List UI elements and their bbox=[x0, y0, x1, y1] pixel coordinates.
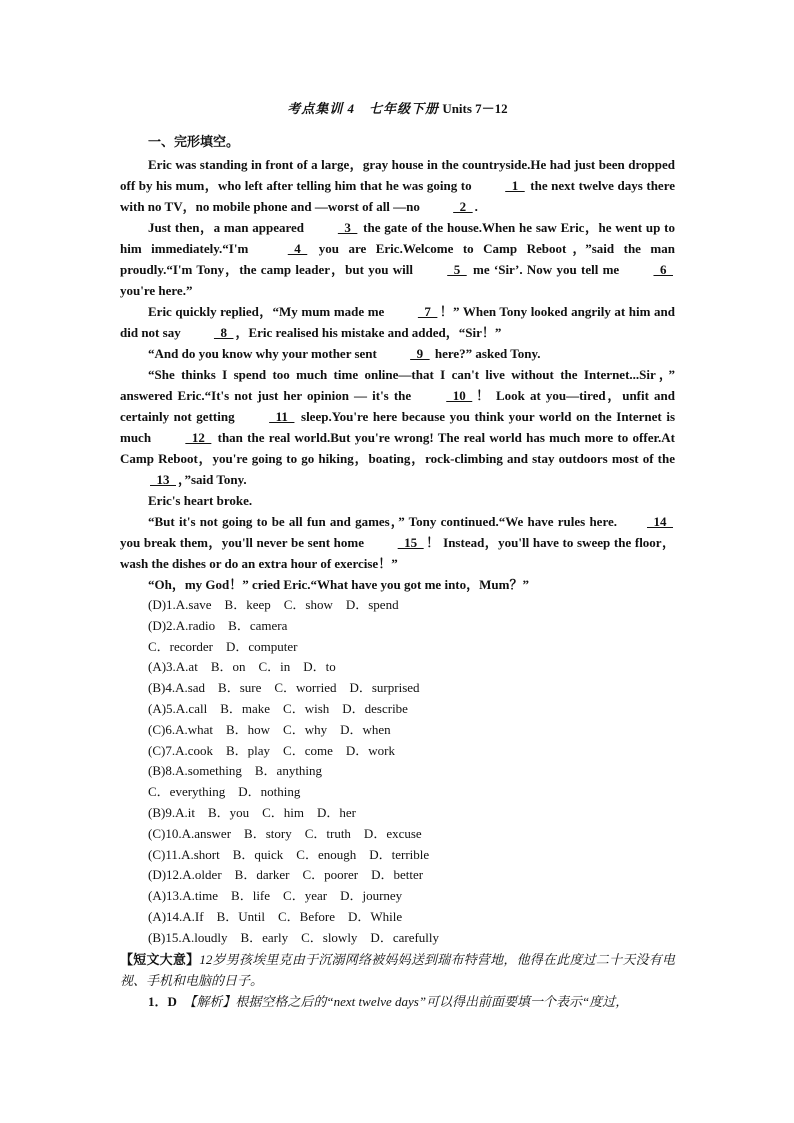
analysis-text: 【解析】根据空格之后的“next twelve days”可以得出前面要填一个表示“度过， bbox=[189, 993, 629, 1009]
option-line: (C)6.A.what B．how C．why D．when bbox=[148, 721, 391, 737]
blank-13: 13 bbox=[150, 472, 176, 487]
option-line: (C)7.A.cook B．play C．come D．work bbox=[148, 742, 395, 758]
blank-14: 14 bbox=[647, 514, 673, 529]
paragraph-1: Eric was standing in front of a large，gray house in the countryside.He had just been dropped off by his mum，who left after telling him that he was going to 1 the next twelve days there with no TV，no mobile phone and —worst of all —no 2 . bbox=[120, 154, 675, 217]
option-line: C．recorder D．computer bbox=[148, 638, 298, 654]
section-label: 一、完形填空。 bbox=[148, 134, 240, 149]
option-line: (C)11.A.short B．quick C．enough D．terrible bbox=[148, 846, 430, 862]
blank-3: 3 bbox=[337, 220, 358, 235]
blank-4: 4 bbox=[287, 241, 308, 256]
summary bbox=[120, 949, 675, 991]
paragraph-3: Eric quickly replied，“My mum made me 7 ！” When Tony looked angrily at him and did not say 8 ，Eric realised his mistake and added，“Sir！” bbox=[120, 301, 675, 343]
blank-5: 5 bbox=[447, 262, 467, 277]
option-line: (B)4.A.sad B．sure C．worried D．surprised bbox=[148, 680, 420, 696]
blank-2: 2 bbox=[453, 199, 473, 214]
blank-7: 7 bbox=[417, 304, 438, 319]
blank-11: 11 bbox=[269, 409, 295, 424]
option-line: (C)10.A.answer B．story C．truth D．excuse bbox=[148, 825, 422, 841]
option-line: C．everything D．nothing bbox=[148, 784, 301, 800]
option-line: (B)9.A.it B．you C．him D．her bbox=[148, 804, 356, 820]
analysis bbox=[148, 991, 675, 1012]
blank-12: 12 bbox=[185, 430, 212, 445]
options-list bbox=[148, 595, 675, 949]
paragraph-7: “But it's not going to be all fun and games，” Tony continued.“We have rules here. 14 you break them，you'll never be sent home 15 ！ Instead，you'll have to sweep the floor，wash the dishes or do an extra hour of exercise！” bbox=[120, 511, 675, 574]
page bbox=[120, 98, 675, 1012]
option-line: (D)12.A.older B．darker C．poorer D．better bbox=[148, 867, 424, 883]
title-units: Units 7－12 bbox=[442, 101, 508, 116]
summary-text: 12岁男孩埃里克由于沉溺网络被妈妈送到瑞布特营地，他得在此度过二十天没有电视、手机和电脑的日子。 bbox=[120, 951, 675, 988]
blank-8: 8 bbox=[213, 325, 234, 340]
option-line: (A)5.A.call B．make C．wish D．describe bbox=[148, 700, 408, 716]
option-line: (D)2.A.radio B．camera bbox=[148, 617, 288, 633]
summary-tag: 【短文大意】 bbox=[120, 951, 200, 967]
option-line: (D)1.A.save B．keep C．show D．spend bbox=[148, 597, 399, 612]
blank-10: 10 bbox=[446, 388, 473, 403]
paragraph-2: Just then，a man appeared 3 the gate of the house.When he saw Eric，he went up to him immediately.“I'm 4 you are Eric.Welcome to Camp Reboot，”said the man proudly.“I'm Tony，the camp leader，but you will 5 me ‘Sir’. Now you tell me 6 you're here.” bbox=[120, 217, 675, 301]
paragraph-8: “Oh，my God！” cried Eric.“What have you got me into，Mum？” bbox=[148, 577, 529, 592]
option-line: (A)3.A.at B．on C．in D．to bbox=[148, 659, 336, 675]
blank-6: 6 bbox=[653, 262, 673, 277]
blank-1: 1 bbox=[505, 178, 525, 193]
analysis-number: 1．D bbox=[148, 993, 177, 1009]
title-cn: 考点集训 4 七年级下册 bbox=[287, 101, 440, 116]
option-line: (B)15.A.loudly B．early C．slowly D．carefully bbox=[148, 929, 440, 945]
option-line: (A)13.A.time B．life C．year D．journey bbox=[148, 888, 403, 904]
page-title bbox=[120, 98, 675, 117]
paragraph-6: Eric's heart broke. bbox=[148, 493, 253, 508]
paragraph-4: “And do you know why your mother sent 9 here?” asked Tony. bbox=[120, 343, 675, 364]
option-line: (B)8.A.something B．anything bbox=[148, 763, 323, 779]
blank-9: 9 bbox=[410, 346, 430, 361]
blank-15: 15 bbox=[397, 535, 424, 550]
option-line: (A)14.A.If B．Until C．Before D．While bbox=[148, 908, 403, 924]
paragraph-5: “She thinks I spend too much time online—that I can't live without the Internet...Sir，” answered Eric.“It's not just her opinion — it's the 10 ！ Look at you—tired，unfit and certainly not getting 11 sleep.You're here because you think your world on the Internet is much 12 than the real world.But you're wrong! The real world has much more to offer.At Camp Reboot，you're going to go hiking，boating，rock-climbing and stay outdoors most of the 13 ，”said Tony. bbox=[120, 364, 675, 490]
